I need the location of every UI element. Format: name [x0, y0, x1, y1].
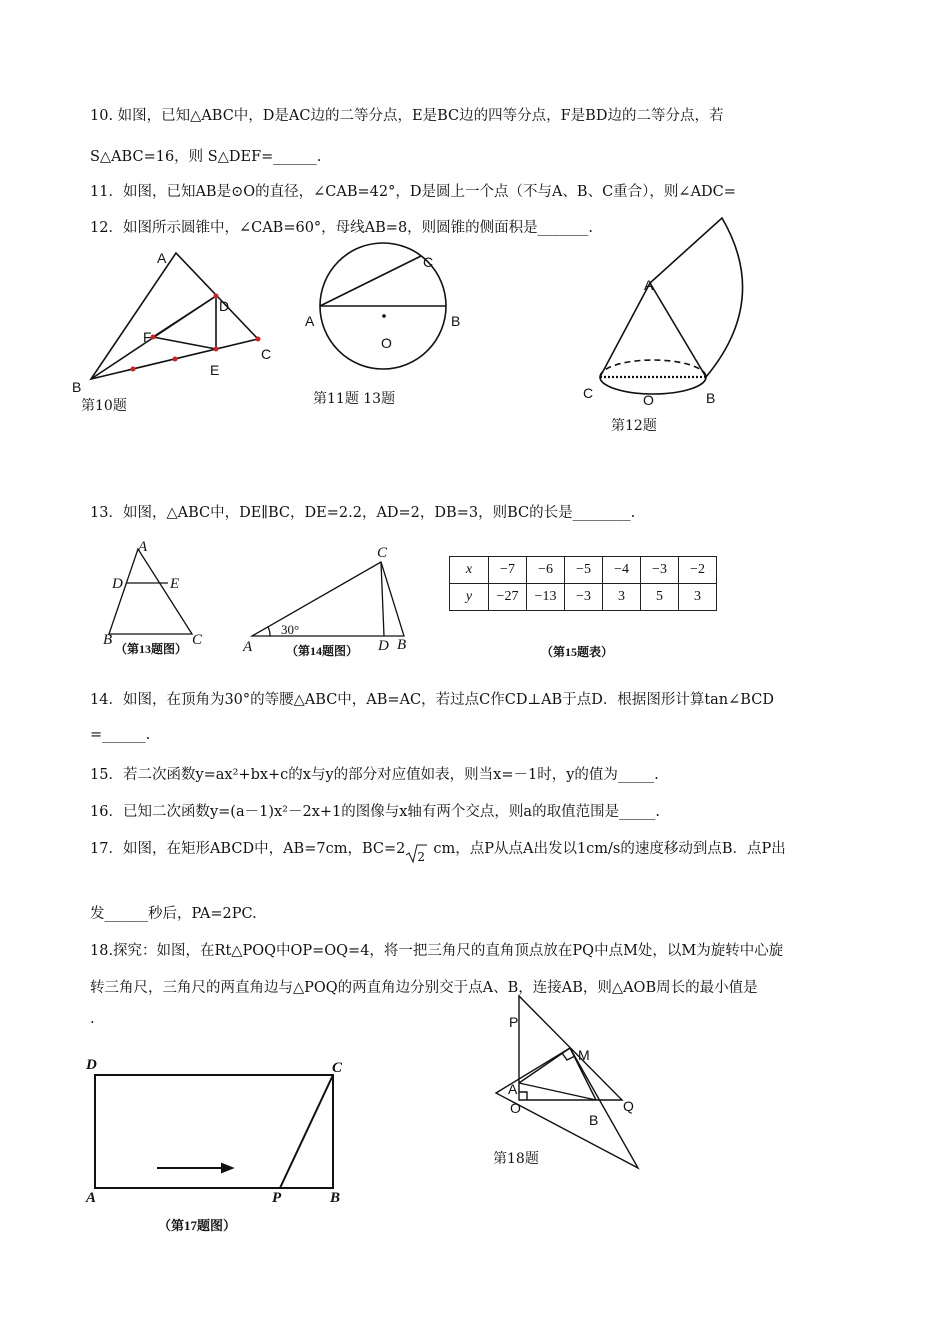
caption-fig13: （第13题图）: [115, 642, 188, 656]
segment-fe: [153, 337, 216, 349]
table-cell: −27: [489, 584, 527, 611]
fig14-label-b: B: [397, 637, 407, 653]
caption-fig14: （第14题图）: [286, 644, 359, 658]
generatrix-ab: [650, 283, 706, 377]
problem-18-line2: 转三角尺，三角尺的两直角边与△POQ的两直角边分别交于点A、B，连接AB，则△AOB周长的最小值是: [90, 980, 758, 996]
table-cell: −3: [641, 557, 679, 584]
figure-10: [91, 253, 261, 379]
center-dot: [383, 315, 385, 317]
table-cell: x: [450, 557, 489, 584]
fig18-label-b: B: [589, 1112, 599, 1128]
fig17-label-p: P: [272, 1190, 282, 1206]
fig14-angle-label: 30°: [281, 622, 300, 637]
fig13-label-b: B: [103, 632, 113, 648]
caption-fig10: 第10题: [81, 398, 127, 414]
fig13-label-d: D: [112, 576, 123, 592]
sqrt-radicand: 2: [417, 850, 425, 864]
problem-17-line2: 发______秒后，PA=2PC.: [90, 906, 257, 922]
table-cell: −13: [527, 584, 565, 611]
problem-17-part-a: 17．如图，在矩形ABCD中，AB=7cm，BC=2: [90, 841, 406, 857]
fig18-label-a: A: [508, 1081, 518, 1097]
fig13-label-e: E: [170, 576, 180, 592]
fig10-label-e: E: [210, 362, 220, 378]
fig13-label-c: C: [192, 632, 203, 648]
fig14-label-a: A: [243, 639, 253, 655]
problem-10-line1: 10. 如图，已知△ABC中，D是AC边的二等分点，E是BC边的四等分点，F是BD边的二等分点，若: [90, 108, 724, 124]
fig17-label-c: C: [332, 1060, 343, 1076]
sector-unrolled: [650, 218, 743, 377]
fig13-label-a: A: [138, 539, 148, 555]
table-cell: −3: [565, 584, 603, 611]
fig17-label-d: D: [86, 1057, 97, 1073]
caption-fig12: 第12题: [611, 418, 657, 434]
fig10-label-c: C: [261, 346, 272, 362]
problem-15: 15．若二次函数y=ax²+bx+c的x与y的部分对应值如表，则当x=－1时，y的值为_____.: [90, 767, 659, 783]
fig12-label-c: C: [583, 385, 594, 401]
problem-12: 12．如图所示圆锥中，∠CAB=60°，母线AB=8，则圆锥的侧面积是_______.: [90, 220, 594, 236]
problem-14-line2: =______.: [90, 727, 151, 743]
fig10-label-d: D: [219, 298, 230, 314]
fig11-label-a: A: [305, 313, 315, 329]
table-cell: y: [450, 584, 489, 611]
fig18-label-q: Q: [623, 1098, 634, 1114]
caption-table15: （第15题表）: [541, 645, 614, 659]
table-cell: −4: [603, 557, 641, 584]
caption-fig18: 第18题: [493, 1151, 539, 1167]
table-15: [449, 556, 717, 611]
fig11-label-o: O: [381, 335, 392, 351]
segment-fd: [153, 296, 216, 337]
segment-ab: [519, 1083, 596, 1100]
fig12-label-a: A: [644, 277, 654, 293]
problem-18-line3: .: [90, 1011, 95, 1027]
figure-14: [252, 562, 404, 636]
fig14-label-d: D: [378, 638, 389, 654]
figure-17: [95, 1075, 333, 1188]
arrow-head-icon: [222, 1164, 232, 1172]
table-row: [450, 584, 717, 611]
altitude-cd: [381, 562, 384, 636]
table-cell: −2: [679, 557, 717, 584]
figure-12: [600, 218, 743, 394]
problem-10-line2: S△ABC=16，则 S△DEF=______.: [90, 149, 322, 165]
table-cell: −7: [489, 557, 527, 584]
table-cell: −5: [565, 557, 603, 584]
problem-11: 11．如图，已知AB是⊙O的直径，∠CAB=42°，D是圆上一个点（不与A、B、C重合），则∠ADC=: [90, 184, 736, 200]
fig17-label-a: A: [86, 1190, 97, 1206]
table-cell: 5: [641, 584, 679, 611]
right-angle-o: [519, 1092, 527, 1100]
problem-14-line1: 14．如图，在顶角为30°的等腰△ABC中，AB=AC，若过点C作CD⊥AB于点D．根据图形计算tan∠BCD: [90, 692, 774, 708]
caption-fig11: 第11题 13题: [313, 391, 396, 407]
base-back-arc: [600, 360, 706, 377]
fig14-label-c: C: [377, 545, 388, 561]
table-row: [450, 557, 717, 584]
table-cell: −6: [527, 557, 565, 584]
table-cell: 3: [679, 584, 717, 611]
table-cell: 3: [603, 584, 641, 611]
segment-pc: [280, 1075, 333, 1188]
fig12-label-b: B: [706, 390, 716, 406]
caption-fig17: （第17题图）: [158, 1218, 237, 1233]
fig18-label-p: P: [509, 1014, 519, 1030]
fig18-label-m: M: [578, 1047, 590, 1063]
fig18-label-o: O: [510, 1100, 521, 1116]
fig10-label-f: F: [143, 329, 152, 345]
fig11-label-b: B: [451, 313, 461, 329]
problem-17-part-b: cm，点P从点A出发以1cm/s的速度移动到点B．点P出: [433, 841, 786, 857]
fig10-label-a: A: [157, 250, 167, 266]
fig10-label-b: B: [72, 379, 82, 395]
problem-16: 16．已知二次函数y=(a－1)x²－2x+1的图像与x轴有两个交点，则a的取值范围是_____.: [90, 804, 660, 820]
fig12-label-o: O: [643, 392, 654, 408]
angle-arc-30: [268, 627, 270, 636]
fig17-label-b: B: [330, 1190, 341, 1206]
problem-18-line1: 18.探究：如图，在Rt△POQ中OP=OQ=4，将一把三角尺的直角顶点放在PQ中点M处，以M为旋转中心旋: [90, 943, 784, 959]
chord-ac: [320, 256, 421, 306]
fig11-label-c: C: [423, 254, 434, 270]
problem-13: 13．如图，△ABC中，DE∥BC，DE=2.2，AD=2，DB=3，则BC的长是________.: [90, 505, 636, 521]
rectangle-abcd: [95, 1075, 333, 1188]
